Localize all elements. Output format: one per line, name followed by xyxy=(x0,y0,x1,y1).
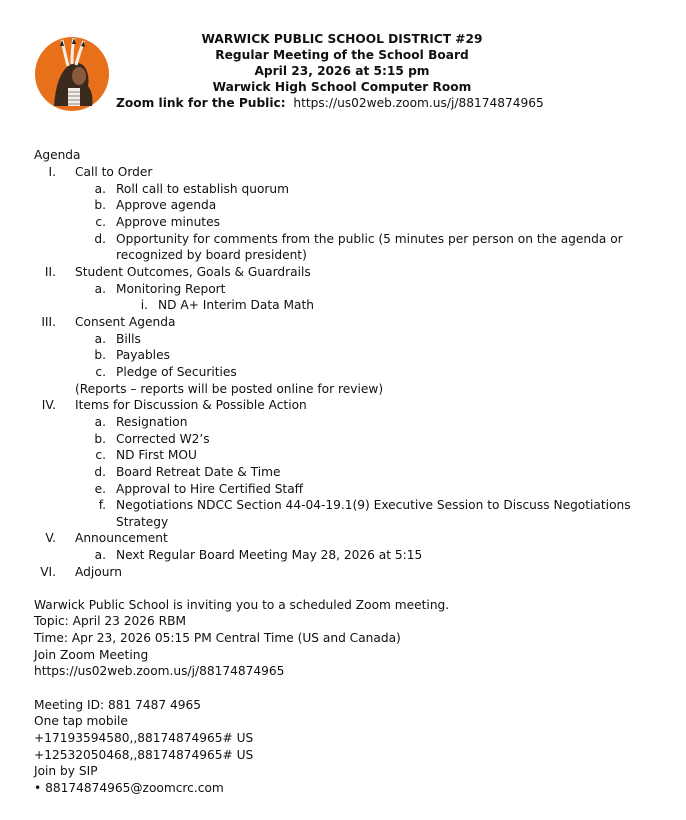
item-mark: a. xyxy=(94,282,106,296)
agenda-item: Roll call to establish quorum xyxy=(116,182,290,196)
zoom-sip-label: Join by SIP xyxy=(34,764,98,778)
section-label: Adjourn xyxy=(75,565,122,579)
agenda-item: Negotiations NDCC Section 44-04-19.1(9) Executive Session to Discuss Negotiations xyxy=(116,498,631,512)
meeting-title: Regular Meeting of the School Board xyxy=(215,48,469,62)
zoom-invite: Warwick Public School is inviting you to a scheduled Zoom meeting. xyxy=(34,598,450,612)
section-number: III. xyxy=(41,315,56,329)
agenda-item: Monitoring Report xyxy=(116,282,226,296)
zoom-time: Time: Apr 23, 2026 05:15 PM Central Time (US and Canada) xyxy=(34,631,401,645)
zoom-link-line xyxy=(116,96,544,110)
agenda-item-continuation: recognized by board president) xyxy=(116,248,307,262)
zoom-sip-address[interactable]: • 88174874965@zoomcrc.com xyxy=(34,781,224,795)
item-mark: a. xyxy=(94,182,106,196)
item-mark: a. xyxy=(94,332,106,346)
section-label: Call to Order xyxy=(75,165,153,179)
district-title: WARWICK PUBLIC SCHOOL DISTRICT #29 xyxy=(201,32,483,46)
agenda-item: Board Retreat Date & Time xyxy=(116,465,281,479)
item-mark: c. xyxy=(95,448,106,462)
item-mark: d. xyxy=(94,232,106,246)
agenda-title: Agenda xyxy=(34,148,81,162)
section-label: Announcement xyxy=(75,531,168,545)
item-mark: d. xyxy=(94,465,106,479)
section-label: Items for Discussion & Possible Action xyxy=(75,398,307,412)
item-mark: f. xyxy=(98,498,106,512)
agenda-item: Corrected W2’s xyxy=(116,432,210,446)
item-mark: a. xyxy=(94,548,106,562)
section-number: I. xyxy=(48,165,56,179)
section-number: II. xyxy=(44,265,56,279)
zoom-tap-number[interactable]: +17193594580,,88174874965# US xyxy=(34,731,254,745)
agenda-item: Pledge of Securities xyxy=(116,365,237,379)
zoom-join-url[interactable]: https://us02web.zoom.us/j/88174874965 xyxy=(34,664,285,678)
agenda-item: Approve minutes xyxy=(116,215,220,229)
agenda-subitem: ND A+ Interim Data Math xyxy=(158,298,314,312)
section-number: VI. xyxy=(40,565,56,579)
reports-note: (Reports – reports will be posted online for review) xyxy=(75,382,384,396)
item-mark: c. xyxy=(95,215,106,229)
item-mark: b. xyxy=(94,198,106,212)
agenda-item-continuation: Strategy xyxy=(116,515,169,529)
agenda-item: Approve agenda xyxy=(116,198,217,212)
section-number: V. xyxy=(45,531,56,545)
zoom-join-label: Join Zoom Meeting xyxy=(34,648,149,662)
zoom-link-label: Zoom link for the Public: xyxy=(116,96,286,110)
item-mark: b. xyxy=(94,432,106,446)
zoom-meeting-id: Meeting ID: 881 7487 4965 xyxy=(34,698,202,712)
agenda-item: ND First MOU xyxy=(116,448,197,462)
agenda-item: Resignation xyxy=(116,415,188,429)
meeting-date: April 23, 2026 at 5:15 pm xyxy=(254,64,430,78)
item-mark: a. xyxy=(94,415,106,429)
agenda-item: Next Regular Board Meeting May 28, 2026 at 5:15 xyxy=(116,548,423,562)
meeting-location: Warwick High School Computer Room xyxy=(212,80,472,94)
zoom-link-url[interactable]: https://us02web.zoom.us/j/88174874965 xyxy=(293,96,544,110)
subitem-mark: i. xyxy=(140,298,148,312)
section-number: IV. xyxy=(41,398,56,412)
agenda-item: Opportunity for comments from the public (5 minutes per person on the agenda or xyxy=(116,232,623,246)
zoom-one-tap-label: One tap mobile xyxy=(34,714,128,728)
agenda-item: Bills xyxy=(116,332,141,346)
school-logo-icon xyxy=(34,36,110,112)
item-mark: b. xyxy=(94,348,106,362)
item-mark: e. xyxy=(94,482,106,496)
zoom-tap-number[interactable]: +12532050468,,88174874965# US xyxy=(34,748,254,762)
zoom-topic: Topic: April 23 2026 RBM xyxy=(34,614,186,628)
agenda-item: Approval to Hire Certified Staff xyxy=(116,482,304,496)
section-label: Student Outcomes, Goals & Guardrails xyxy=(75,265,311,279)
item-mark: c. xyxy=(95,365,106,379)
section-label: Consent Agenda xyxy=(75,315,176,329)
agenda-item: Payables xyxy=(116,348,170,362)
